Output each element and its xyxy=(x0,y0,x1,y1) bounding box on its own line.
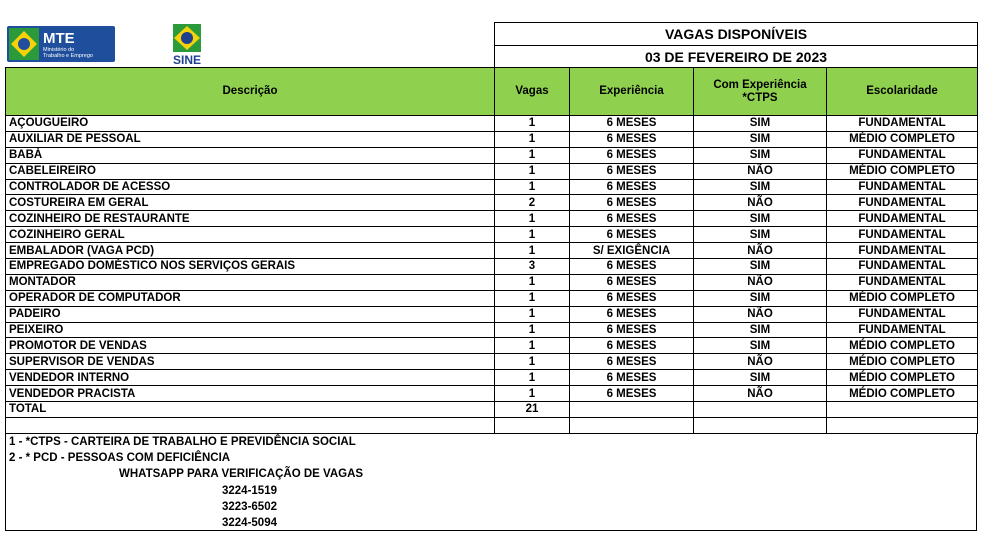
cell-vagas: 1 xyxy=(495,386,570,402)
table-header-row xyxy=(6,68,978,116)
cell-escolaridade: FUNDAMENTAL xyxy=(827,322,978,338)
cell-escolaridade: MÉDIO COMPLETO xyxy=(827,290,978,306)
cell-vagas: 1 xyxy=(495,322,570,338)
cell-descricao: PADEIRO xyxy=(6,306,495,322)
cell-escolaridade: FUNDAMENTAL xyxy=(827,306,978,322)
cell-experiencia: 6 MESES xyxy=(570,227,694,243)
cell-vagas: 1 xyxy=(495,290,570,306)
table-row xyxy=(6,338,978,354)
table-row xyxy=(6,163,978,179)
cell-vagas: 1 xyxy=(495,306,570,322)
cell-descricao: EMBALADOR (VAGA PCD) xyxy=(6,243,495,259)
cell-vagas: 1 xyxy=(495,147,570,163)
mte-logo-sub1: Ministério do xyxy=(43,47,75,53)
cell-experiencia: 6 MESES xyxy=(570,147,694,163)
cell-escolaridade: FUNDAMENTAL xyxy=(827,227,978,243)
cell-descricao: CABELEIREIRO xyxy=(6,163,495,179)
cell-descricao: AUXILIAR DE PESSOAL xyxy=(6,131,495,147)
note-ctps: 1 - *CTPS - CARTEIRA DE TRABALHO E PREVIDÊNCIA SOCIAL xyxy=(9,436,356,448)
cell-ctps: SIM xyxy=(694,211,827,227)
cell-descricao: COZINHEIRO DE RESTAURANTE xyxy=(6,211,495,227)
table-row xyxy=(6,243,978,259)
mte-logo-text: MTE xyxy=(43,30,75,47)
cell-experiencia: 6 MESES xyxy=(570,306,694,322)
phone-number: 3224-5094 xyxy=(222,517,277,529)
logo-area xyxy=(5,22,493,68)
column-header-ctps xyxy=(694,68,827,116)
cell-ctps: SIM xyxy=(694,179,827,195)
empty-cell xyxy=(694,402,827,418)
total-row xyxy=(6,402,978,418)
cell-experiencia: 6 MESES xyxy=(570,354,694,370)
cell-ctps: SIM xyxy=(694,227,827,243)
table-row xyxy=(6,259,978,275)
cell-ctps: NÃO xyxy=(694,274,827,290)
cell-vagas: 1 xyxy=(495,274,570,290)
cell-escolaridade: MÉDIO COMPLETO xyxy=(827,370,978,386)
cell-escolaridade: FUNDAMENTAL xyxy=(827,116,978,132)
cell-ctps: SIM xyxy=(694,116,827,132)
mte-logo xyxy=(7,26,115,62)
cell-escolaridade: FUNDAMENTAL xyxy=(827,147,978,163)
column-header-ctps-line1: Com Experiência xyxy=(713,78,807,91)
cell-experiencia: 6 MESES xyxy=(570,179,694,195)
cell-escolaridade: MÉDIO COMPLETO xyxy=(827,163,978,179)
cell-ctps: NÃO xyxy=(694,195,827,211)
cell-ctps: NÃO xyxy=(694,386,827,402)
table-row xyxy=(6,290,978,306)
cell-ctps: SIM xyxy=(694,147,827,163)
cell-escolaridade: MÉDIO COMPLETO xyxy=(827,131,978,147)
cell-ctps: SIM xyxy=(694,338,827,354)
total-value: 21 xyxy=(495,402,570,418)
cell-experiencia: 6 MESES xyxy=(570,338,694,354)
cell-experiencia: 6 MESES xyxy=(570,163,694,179)
cell-experiencia: 6 MESES xyxy=(570,322,694,338)
cell-descricao: PROMOTOR DE VENDAS xyxy=(6,338,495,354)
cell-descricao: SUPERVISOR DE VENDAS xyxy=(6,354,495,370)
cell-vagas: 1 xyxy=(495,211,570,227)
cell-escolaridade: FUNDAMENTAL xyxy=(827,274,978,290)
empty-cell xyxy=(495,417,570,433)
cell-escolaridade: FUNDAMENTAL xyxy=(827,179,978,195)
cell-ctps: NÃO xyxy=(694,354,827,370)
cell-vagas: 3 xyxy=(495,259,570,275)
cell-experiencia: 6 MESES xyxy=(570,259,694,275)
sine-logo-text: SINE xyxy=(172,53,202,66)
phone-number: 3223-6502 xyxy=(222,501,277,513)
mte-logo-sub2: Trabalho e Emprego xyxy=(43,53,93,59)
cell-vagas: 1 xyxy=(495,243,570,259)
total-label: TOTAL xyxy=(6,402,495,418)
cell-descricao: PEIXEIRO xyxy=(6,322,495,338)
cell-descricao: AÇOUGUEIRO xyxy=(6,116,495,132)
cell-experiencia: 6 MESES xyxy=(570,386,694,402)
cell-descricao: OPERADOR DE COMPUTADOR xyxy=(6,290,495,306)
blank-row xyxy=(6,417,978,433)
cell-descricao: VENDEDOR PRACISTA xyxy=(6,386,495,402)
empty-cell xyxy=(570,417,694,433)
cell-experiencia: 6 MESES xyxy=(570,290,694,306)
cell-ctps: NÃO xyxy=(694,306,827,322)
cell-descricao: BABÁ xyxy=(6,147,495,163)
table-row xyxy=(6,116,978,132)
cell-experiencia: S/ EXIGÊNCIA xyxy=(570,243,694,259)
cell-ctps: SIM xyxy=(694,370,827,386)
cell-vagas: 1 xyxy=(495,163,570,179)
table-row xyxy=(6,306,978,322)
column-header-descricao: Descrição xyxy=(6,68,495,116)
table-row xyxy=(6,370,978,386)
phone-number: 3224-1519 xyxy=(222,485,277,497)
cell-experiencia: 6 MESES xyxy=(570,370,694,386)
cell-vagas: 1 xyxy=(495,370,570,386)
cell-escolaridade: FUNDAMENTAL xyxy=(827,243,978,259)
cell-vagas: 1 xyxy=(495,131,570,147)
table-row xyxy=(6,322,978,338)
page-title: VAGAS DISPONÍVEIS xyxy=(664,26,808,42)
cell-escolaridade: MÉDIO COMPLETO xyxy=(827,354,978,370)
cell-vagas: 1 xyxy=(495,354,570,370)
cell-vagas: 2 xyxy=(495,195,570,211)
cell-experiencia: 6 MESES xyxy=(570,211,694,227)
table-row xyxy=(6,179,978,195)
cell-ctps: NÃO xyxy=(694,163,827,179)
table-row xyxy=(6,354,978,370)
cell-descricao: MONTADOR xyxy=(6,274,495,290)
cell-descricao: EMPREGADO DOMÉSTICO NOS SERVIÇOS GERAIS xyxy=(6,259,495,275)
cell-vagas: 1 xyxy=(495,338,570,354)
empty-cell xyxy=(6,417,495,433)
title-box xyxy=(494,22,978,68)
column-header-ctps-line2: *CTPS xyxy=(742,91,778,104)
notes-box xyxy=(5,434,977,531)
cell-experiencia: 6 MESES xyxy=(570,274,694,290)
column-header-escolaridade: Escolaridade xyxy=(827,68,978,116)
cell-escolaridade: FUNDAMENTAL xyxy=(827,259,978,275)
vacancies-table xyxy=(5,67,978,434)
cell-descricao: CONTROLADOR DE ACESSO xyxy=(6,179,495,195)
cell-ctps: NÃO xyxy=(694,243,827,259)
table-row xyxy=(6,147,978,163)
empty-cell xyxy=(827,417,978,433)
cell-ctps: SIM xyxy=(694,322,827,338)
whatsapp-heading: WHATSAPP PARA VERIFICAÇÃO DE VAGAS xyxy=(119,468,364,480)
cell-vagas: 1 xyxy=(495,179,570,195)
table-row xyxy=(6,131,978,147)
empty-cell xyxy=(827,402,978,418)
page-date: 03 DE FEVEREIRO DE 2023 xyxy=(495,45,977,68)
table-row xyxy=(6,274,978,290)
cell-descricao: COSTUREIRA EM GERAL xyxy=(6,195,495,211)
note-pcd: 2 - * PCD - PESSOAS COM DEFICIÊNCIA xyxy=(9,452,231,464)
table-row xyxy=(6,386,978,402)
cell-escolaridade: MÉDIO COMPLETO xyxy=(827,338,978,354)
cell-vagas: 1 xyxy=(495,116,570,132)
cell-experiencia: 6 MESES xyxy=(570,131,694,147)
cell-experiencia: 6 MESES xyxy=(570,116,694,132)
table-row xyxy=(6,195,978,211)
cell-vagas: 1 xyxy=(495,227,570,243)
cell-descricao: VENDEDOR INTERNO xyxy=(6,370,495,386)
cell-escolaridade: MÉDIO COMPLETO xyxy=(827,386,978,402)
column-header-experiencia: Experiência xyxy=(570,68,694,116)
empty-cell xyxy=(570,402,694,418)
cell-ctps: SIM xyxy=(694,259,827,275)
table-row xyxy=(6,211,978,227)
sine-logo xyxy=(165,24,209,66)
cell-escolaridade: FUNDAMENTAL xyxy=(827,211,978,227)
cell-escolaridade: FUNDAMENTAL xyxy=(827,195,978,211)
column-header-vagas: Vagas xyxy=(495,68,570,116)
empty-cell xyxy=(694,417,827,433)
cell-descricao: COZINHEIRO GERAL xyxy=(6,227,495,243)
cell-ctps: SIM xyxy=(694,131,827,147)
table-body xyxy=(6,116,978,434)
cell-ctps: SIM xyxy=(694,290,827,306)
cell-experiencia: 6 MESES xyxy=(570,195,694,211)
table-row xyxy=(6,227,978,243)
